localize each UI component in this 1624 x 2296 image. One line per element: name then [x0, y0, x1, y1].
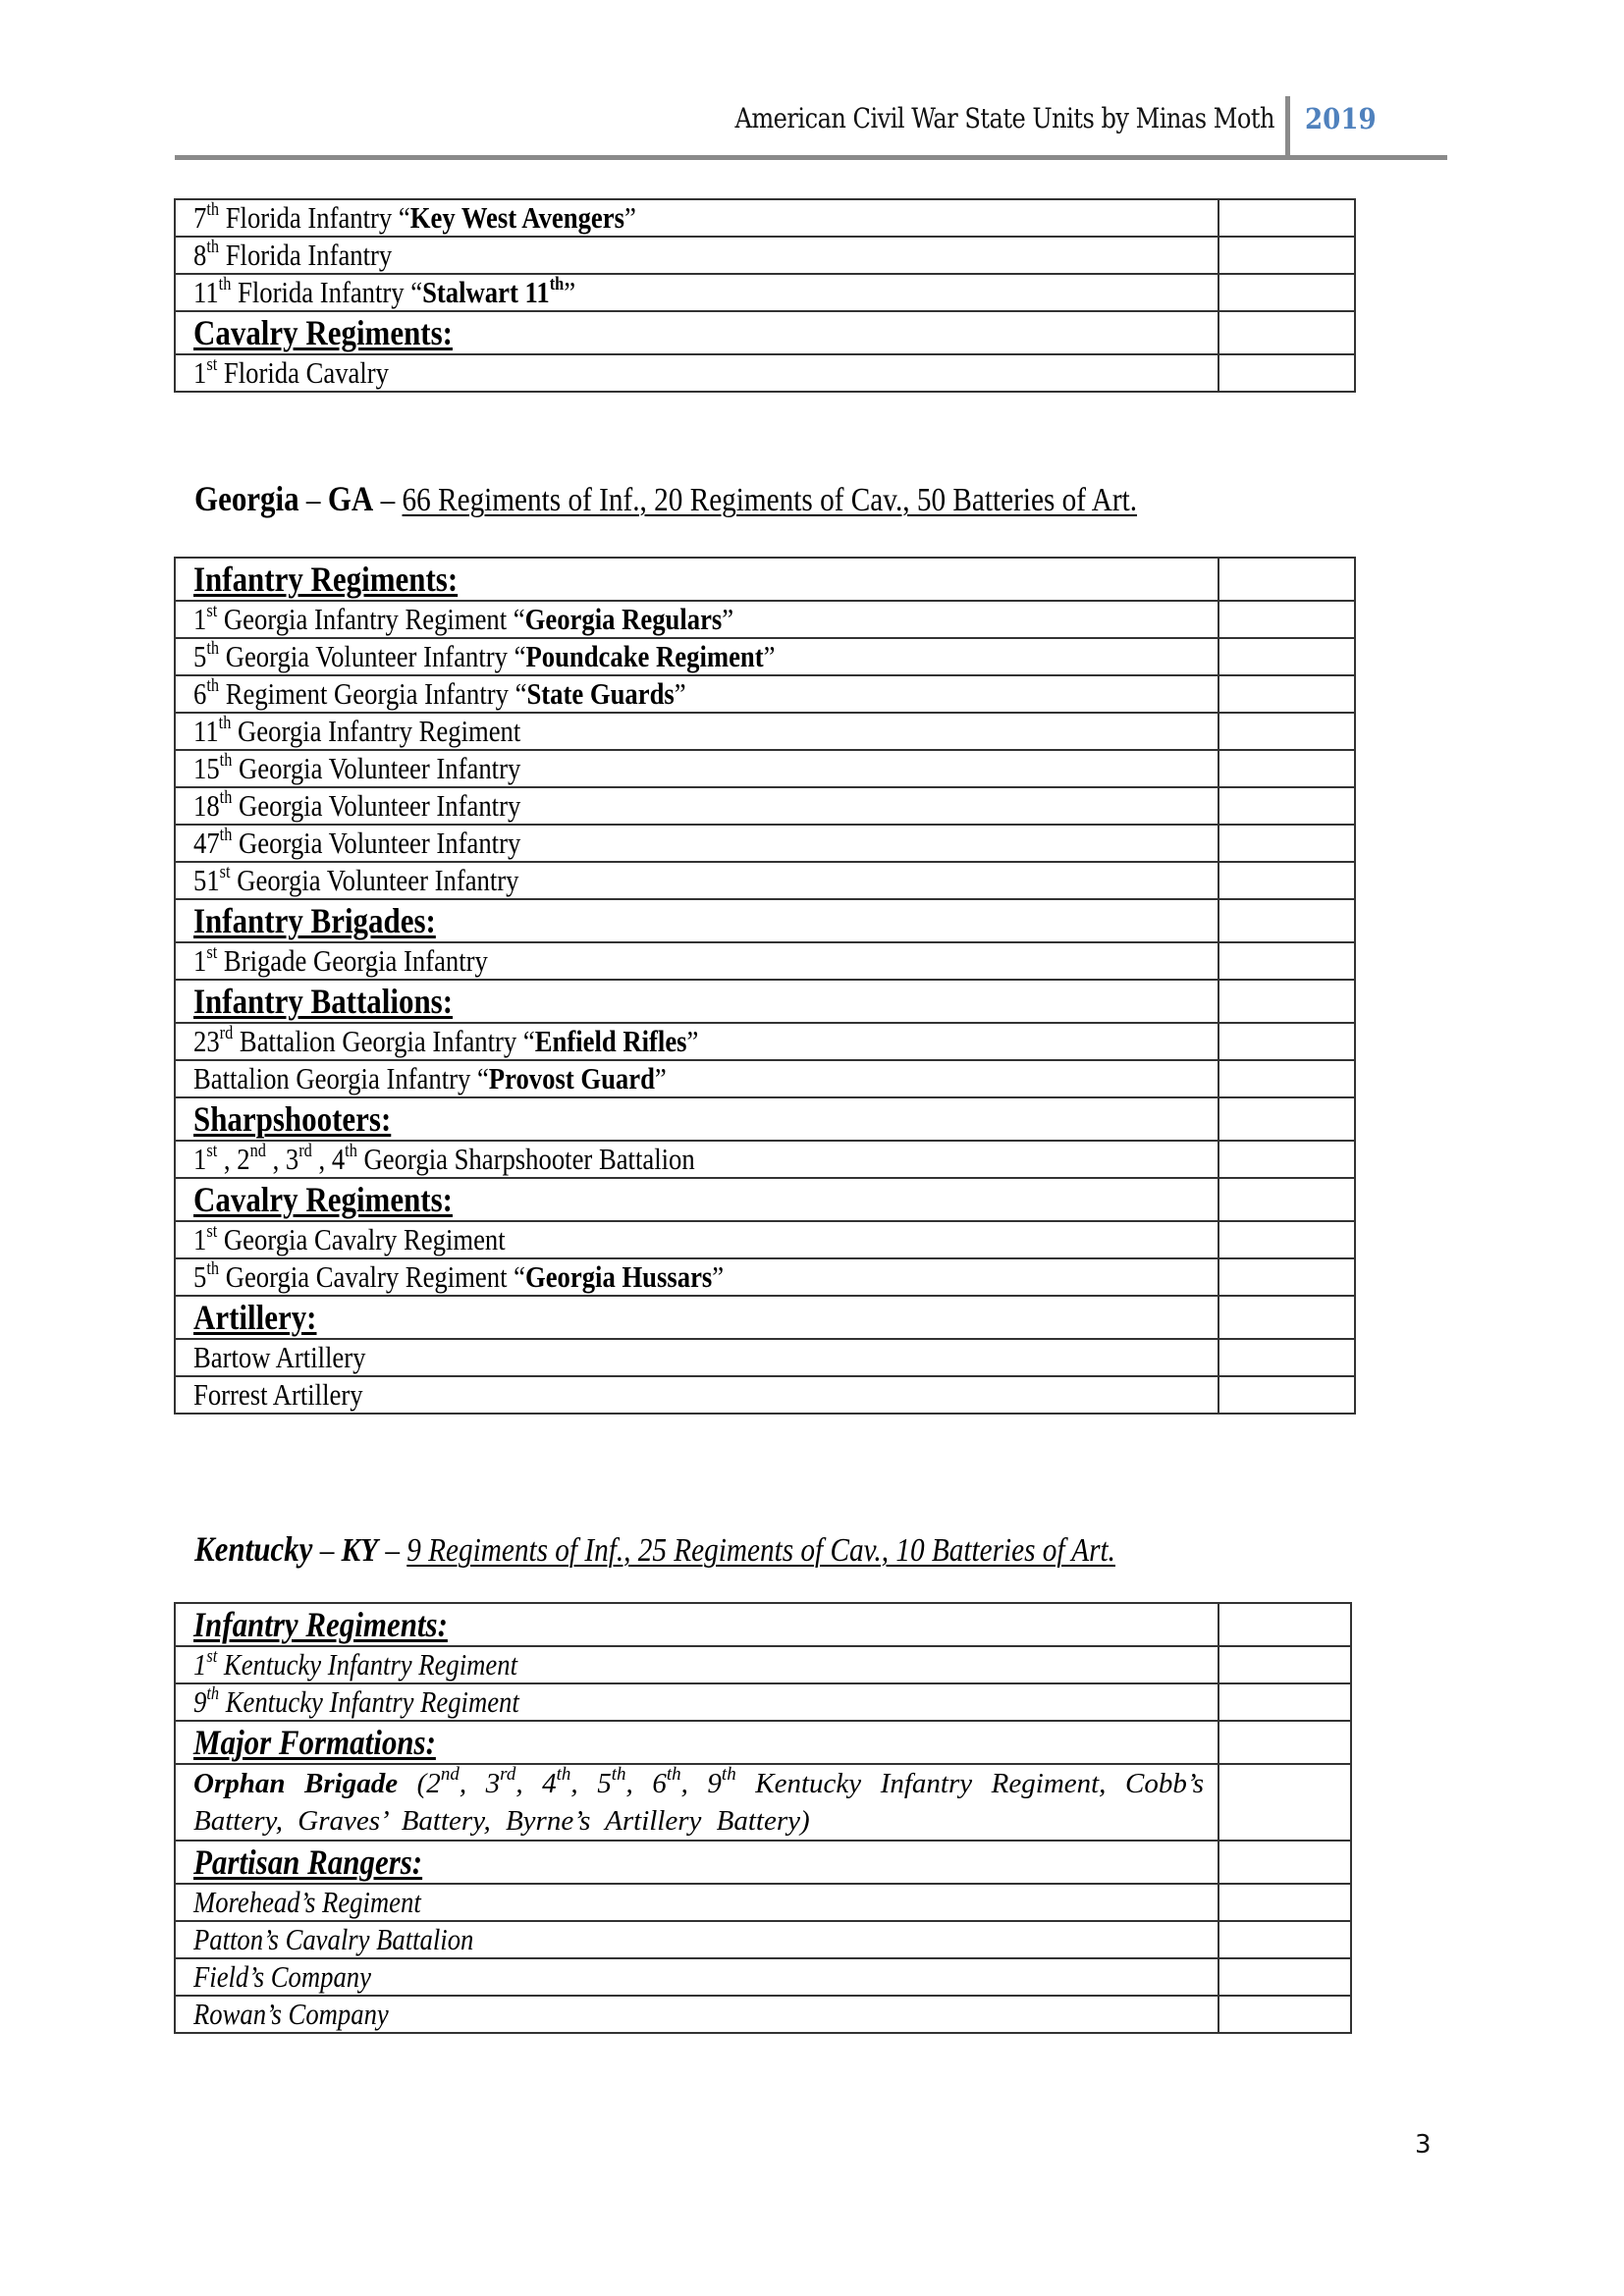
- check-cell[interactable]: [1218, 638, 1355, 675]
- unit-cell: 8th Florida Infantry: [175, 237, 1218, 274]
- table-row: [175, 713, 1355, 750]
- table-row: [175, 1996, 1351, 2033]
- document-header-year: 2019: [1305, 102, 1377, 135]
- table-row: [175, 601, 1355, 638]
- check-cell[interactable]: [1218, 601, 1355, 638]
- table-row: [175, 1023, 1355, 1060]
- table-row: [175, 237, 1355, 274]
- table-row: [175, 1141, 1355, 1178]
- check-cell[interactable]: [1218, 1646, 1351, 1683]
- check-cell[interactable]: [1218, 942, 1355, 980]
- unit-cell: 15th Georgia Volunteer Infantry: [175, 750, 1218, 787]
- table-row: [175, 750, 1355, 787]
- unit-cell: 11th Florida Infantry “Stalwart 11th”: [175, 274, 1218, 311]
- page-number: 3: [1415, 2130, 1432, 2160]
- check-cell[interactable]: [1218, 899, 1355, 942]
- state-stats: 66 Regiments of Inf., 20 Regiments of Cav., 50 Batteries of Art.: [402, 482, 1138, 518]
- table-row: [175, 1221, 1355, 1258]
- unit-cell: 1st Kentucky Infantry Regiment: [175, 1646, 1218, 1683]
- check-cell[interactable]: [1218, 675, 1355, 713]
- check-cell[interactable]: [1218, 1376, 1355, 1414]
- check-cell[interactable]: [1218, 1296, 1355, 1339]
- check-cell[interactable]: [1218, 1060, 1355, 1097]
- section-header-artillery: Artillery:: [175, 1296, 1218, 1339]
- unit-cell: 1st Georgia Cavalry Regiment: [175, 1221, 1218, 1258]
- check-cell[interactable]: [1218, 1884, 1351, 1921]
- section-header-row: [175, 1296, 1355, 1339]
- check-cell[interactable]: [1218, 1221, 1355, 1258]
- section-header-infantry-regiments: Infantry Regiments:: [175, 558, 1218, 601]
- unit-cell: 7th Florida Infantry “Key West Avengers”: [175, 199, 1218, 237]
- check-cell[interactable]: [1218, 1097, 1355, 1141]
- table-row: [175, 1884, 1351, 1921]
- florida-units-table: [174, 198, 1356, 393]
- section-header-row: [175, 1603, 1351, 1646]
- check-cell[interactable]: [1218, 825, 1355, 862]
- check-cell[interactable]: [1218, 558, 1355, 601]
- state-name: Georgia: [194, 479, 299, 518]
- unit-cell: Morehead’s Regiment: [175, 1884, 1218, 1921]
- table-row: [175, 1646, 1351, 1683]
- section-header-partisan-rangers: Partisan Rangers:: [175, 1841, 1218, 1884]
- unit-cell: 5th Georgia Cavalry Regiment “Georgia Hussars”: [175, 1258, 1218, 1296]
- section-header-infantry-battalions: Infantry Battalions:: [175, 980, 1218, 1023]
- table-row: [175, 638, 1355, 675]
- section-header-infantry-regiments: Infantry Regiments:: [175, 1603, 1218, 1646]
- section-header-sharpshooters: Sharpshooters:: [175, 1097, 1218, 1141]
- section-header-cavalry-regiments: Cavalry Regiments:: [175, 311, 1218, 354]
- section-header-major-formations: Major Formations:: [175, 1721, 1218, 1764]
- state-heading-kentucky: Kentucky – KY – 9 Regiments of Inf., 25 Regiments of Cav., 10 Batteries of Art.: [194, 1529, 1115, 1569]
- unit-cell: 18th Georgia Volunteer Infantry: [175, 787, 1218, 825]
- document-header-title: American Civil War State Units by Minas Moth: [734, 102, 1274, 134]
- unit-cell: 1st Brigade Georgia Infantry: [175, 942, 1218, 980]
- unit-cell: 1st Florida Cavalry: [175, 354, 1218, 392]
- check-cell[interactable]: [1218, 787, 1355, 825]
- state-name: Kentucky: [194, 1529, 313, 1569]
- table-row: [175, 1683, 1351, 1721]
- table-row: [175, 1339, 1355, 1376]
- table-row: [175, 274, 1355, 311]
- check-cell[interactable]: [1218, 1339, 1355, 1376]
- table-row: [175, 1060, 1355, 1097]
- unit-cell: 47th Georgia Volunteer Infantry: [175, 825, 1218, 862]
- check-cell[interactable]: [1218, 311, 1355, 354]
- check-cell[interactable]: [1218, 1996, 1351, 2033]
- georgia-units-table: [174, 557, 1356, 1415]
- check-cell[interactable]: [1218, 750, 1355, 787]
- check-cell[interactable]: [1218, 1764, 1351, 1841]
- header-divider: [1285, 96, 1290, 159]
- check-cell[interactable]: [1218, 862, 1355, 899]
- check-cell[interactable]: [1218, 1958, 1351, 1996]
- table-row: [175, 942, 1355, 980]
- table-row: [175, 1258, 1355, 1296]
- check-cell[interactable]: [1218, 1841, 1351, 1884]
- section-header-row: [175, 1178, 1355, 1221]
- section-header-row: [175, 1721, 1351, 1764]
- unit-cell: 5th Georgia Volunteer Infantry “Poundcake Regiment”: [175, 638, 1218, 675]
- state-stats: 9 Regiments of Inf., 25 Regiments of Cav., 10 Batteries of Art.: [406, 1532, 1115, 1569]
- unit-cell: Bartow Artillery: [175, 1339, 1218, 1376]
- check-cell[interactable]: [1218, 980, 1355, 1023]
- section-header-row: [175, 311, 1355, 354]
- unit-cell: 51st Georgia Volunteer Infantry: [175, 862, 1218, 899]
- state-abbr: GA: [327, 479, 374, 518]
- check-cell[interactable]: [1218, 1178, 1355, 1221]
- table-row: [175, 825, 1355, 862]
- check-cell[interactable]: [1218, 354, 1355, 392]
- table-row-orphan-brigade: [175, 1764, 1351, 1841]
- check-cell[interactable]: [1218, 1141, 1355, 1178]
- table-row: [175, 199, 1355, 237]
- unit-cell: Forrest Artillery: [175, 1376, 1218, 1414]
- check-cell[interactable]: [1218, 1921, 1351, 1958]
- check-cell[interactable]: [1218, 1721, 1351, 1764]
- state-abbr: KY: [341, 1532, 379, 1569]
- check-cell[interactable]: [1218, 274, 1355, 311]
- check-cell[interactable]: [1218, 1023, 1355, 1060]
- unit-cell: Battalion Georgia Infantry “Provost Guard”: [175, 1060, 1218, 1097]
- section-header-row: [175, 1841, 1351, 1884]
- table-row: [175, 1376, 1355, 1414]
- unit-cell: 11th Georgia Infantry Regiment: [175, 713, 1218, 750]
- check-cell[interactable]: [1218, 1258, 1355, 1296]
- unit-cell: 1st Georgia Infantry Regiment “Georgia Regulars”: [175, 601, 1218, 638]
- table-row: [175, 1958, 1351, 1996]
- table-row: [175, 675, 1355, 713]
- section-header-row: [175, 1097, 1355, 1141]
- check-cell[interactable]: [1218, 1603, 1351, 1646]
- section-header-row: [175, 980, 1355, 1023]
- table-row: [175, 354, 1355, 392]
- unit-cell: Orphan Brigade (2nd, 3rd, 4th, 5th, 6th, 9th Kentucky Infantry Regiment, Cobb’s Battery, Graves’ Battery, Byrne’s Artillery Battery): [175, 1764, 1218, 1841]
- unit-cell: Patton’s Cavalry Battalion: [175, 1921, 1218, 1958]
- check-cell[interactable]: [1218, 237, 1355, 274]
- check-cell[interactable]: [1218, 1683, 1351, 1721]
- header-rule: [175, 155, 1447, 160]
- table-row: [175, 862, 1355, 899]
- unit-cell: Field’s Company: [175, 1958, 1218, 1996]
- unit-cell: 1st , 2nd , 3rd , 4th Georgia Sharpshooter Battalion: [175, 1141, 1218, 1178]
- section-header-infantry-brigades: Infantry Brigades:: [175, 899, 1218, 942]
- kentucky-units-table: [174, 1602, 1352, 2034]
- unit-cell: 23rd Battalion Georgia Infantry “Enfield Rifles”: [175, 1023, 1218, 1060]
- unit-cell: 9th Kentucky Infantry Regiment: [175, 1683, 1218, 1721]
- section-header-row: [175, 558, 1355, 601]
- section-header-cavalry-regiments: Cavalry Regiments:: [175, 1178, 1218, 1221]
- unit-cell: Rowan’s Company: [175, 1996, 1218, 2033]
- table-row: [175, 787, 1355, 825]
- table-row: [175, 1921, 1351, 1958]
- unit-cell: 6th Regiment Georgia Infantry “State Guards”: [175, 675, 1218, 713]
- check-cell[interactable]: [1218, 199, 1355, 237]
- section-header-row: [175, 899, 1355, 942]
- check-cell[interactable]: [1218, 713, 1355, 750]
- state-heading-georgia: Georgia – GA – 66 Regiments of Inf., 20 Regiments of Cav., 50 Batteries of Art.: [194, 479, 1138, 518]
